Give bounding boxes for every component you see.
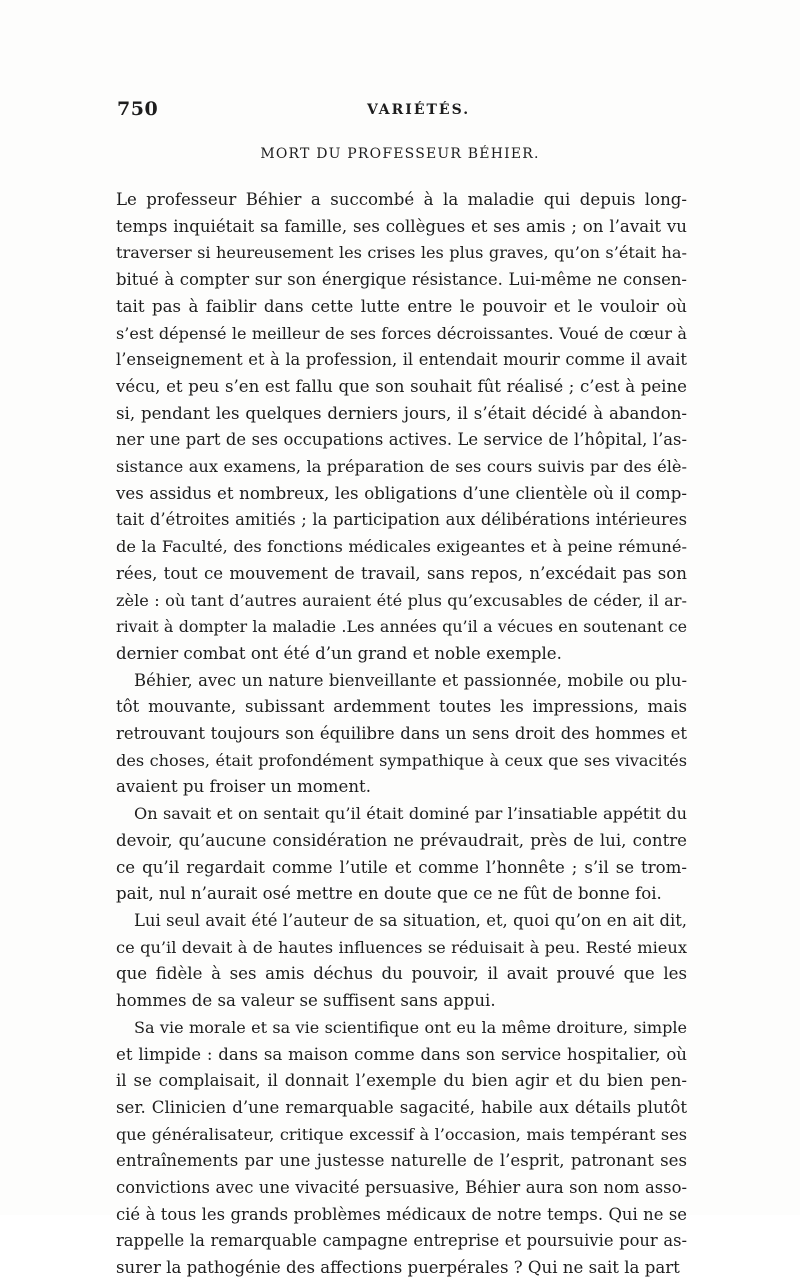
text-line: ves assidus et nombreux, les obligations d’une clientèle où il comp- — [116, 483, 687, 503]
text-line: dernier combat ont été d’un grand et noble exemple. — [116, 643, 562, 663]
text-line: zèle : où tant d’autres auraient été plus qu’excusables de céder, il ar- — [116, 590, 687, 610]
article-title: MORT DU PROFESSEUR BÉHIER. — [260, 146, 540, 162]
text-line: il se complaisait, il donnait l’exemple du bien agir et du bien pen- — [116, 1071, 687, 1091]
text-line: ner une part de ses occupations actives. Le service de l’hôpital, l’as- — [116, 430, 687, 450]
article-body — [116, 187, 687, 1282]
text-line: s’est dépensé le meilleur de ses forces décroissantes. Voué de cœur à — [116, 323, 687, 343]
text-line: tôt mouvante, subissant ardemment toutes les impressions, mais — [116, 697, 687, 717]
text-line: rappelle la remarquable campagne entreprise et poursuivie pour as- — [116, 1231, 687, 1251]
text-line: rées, tout ce mouvement de travail, sans repos, n’excédait pas son — [116, 563, 687, 583]
paragraph — [116, 1015, 687, 1282]
text-line: Béhier, avec un nature bienveillante et passionnée, mobile ou plu- — [134, 670, 687, 690]
paragraph — [116, 668, 687, 802]
text-line: Le professeur Béhier a succombé à la maladie qui depuis long- — [116, 190, 687, 209]
text-line: ce qu’il regardait comme l’utile et comme l’honnête ; s’il se trom- — [116, 857, 687, 877]
text-line: et limpide : dans sa maison comme dans son service hospitalier, où — [116, 1044, 687, 1064]
running-head: VARIÉTÉS. — [367, 102, 471, 118]
text-line: que fidèle à ses amis déchus du pouvoir, il avait prouvé que les — [116, 964, 687, 984]
text-line: si, pendant les quelques derniers jours, il s’était décidé à abandon- — [116, 403, 687, 423]
text-line: retrouvant toujours son équilibre dans un sens droit des hommes et — [116, 724, 687, 744]
text-line: l’enseignement et à la profession, il entendait mourir comme il avait — [116, 350, 687, 370]
text-line: tait d’étroites amitiés ; la participation aux délibérations intérieures — [116, 510, 687, 530]
text-line: ce qu’il devait à de hautes influences se réduisait à peu. Resté mieux — [116, 937, 687, 957]
text-line: que généralisateur, critique excessif à l’occasion, mais tempérant ses — [116, 1124, 687, 1144]
text-line: sistance aux examens, la préparation de ses cours suivis par des élè- — [116, 457, 687, 477]
text-line: convictions avec une vivacité persuasive, Béhier aura son nom asso- — [116, 1178, 687, 1198]
text-line: On savait et on sentait qu’il était dominé par l’insatiable appétit du — [134, 804, 687, 824]
text-line: traverser si heureusement les crises les plus graves, qu’on s’était ha- — [116, 243, 687, 263]
text-line: tait pas à faiblir dans cette lutte entre le pouvoir et le vouloir où — [116, 296, 687, 316]
text-line: Sa vie morale et sa vie scientifique ont eu la même droiture, simple — [134, 1017, 687, 1037]
text-line: ser. Clinicien d’une remarquable sagacité, habile aux détails plutôt — [116, 1097, 687, 1117]
text-line: hommes de sa valeur se suffisent sans appui. — [116, 991, 496, 1011]
text-line: de la Faculté, des fonctions médicales exigeantes et à peine rémuné- — [116, 537, 687, 557]
text-line: temps inquiétait sa famille, ses collègues et ses amis ; on l’avait vu — [116, 216, 687, 236]
text-line: pait, nul n’aurait osé mettre en doute que ce ne fût de bonne foi. — [116, 884, 662, 904]
text-line: cié à tous les grands problèmes médicaux de notre temps. Qui ne se — [116, 1204, 687, 1224]
text-line: Lui seul avait été l’auteur de sa situation, et, quoi qu’on en ait dit, — [134, 910, 687, 930]
text-line: entraînements par une justesse naturelle de l’esprit, patronant ses — [116, 1151, 687, 1171]
text-line: avaient pu froiser un moment. — [116, 777, 371, 797]
text-line: vécu, et peu s’en est fallu que son souhait fût réalisé ; c’est à peine — [116, 376, 687, 396]
text-line: surer la pathogénie des affections puerpérales ? Qui ne sait la part — [116, 1258, 680, 1278]
paragraph — [116, 187, 687, 668]
paragraph — [116, 801, 687, 908]
paragraph — [116, 908, 687, 1015]
page-number: 750 — [117, 98, 159, 120]
text-line: des choses, était profondément sympathique à ceux que ses vivacités — [116, 750, 687, 770]
page-header — [117, 98, 687, 128]
text-line: rivait à dompter la maladie .Les années qu’il a vécues en soutenant ce — [116, 617, 687, 637]
text-line: devoir, qu’aucune considération ne prévaudrait, près de lui, contre — [116, 830, 687, 850]
text-line: bitué à compter sur son énergique résistance. Lui-même ne consen- — [116, 270, 687, 290]
